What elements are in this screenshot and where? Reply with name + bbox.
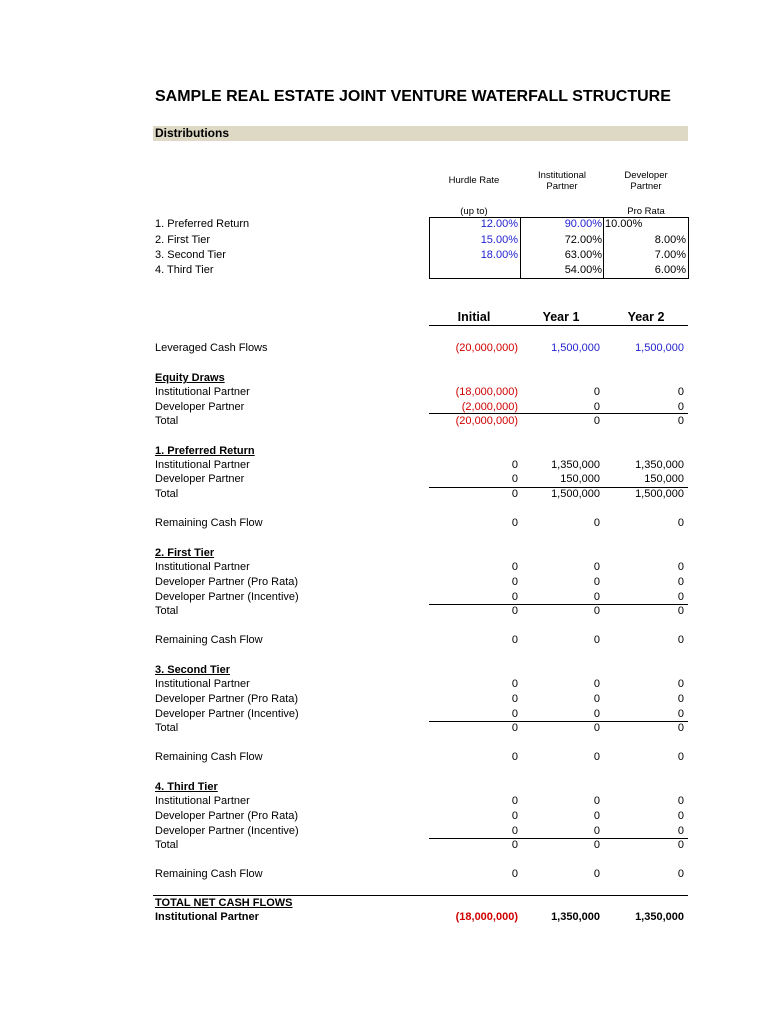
preferred-return-title: 1. Preferred Return (155, 445, 255, 457)
year1-value: 1,500,000 (551, 342, 600, 354)
year2-value: 0 (677, 591, 684, 603)
page-title: SAMPLE REAL ESTATE JOINT VENTURE WATERFALL STRUCTURE (155, 88, 671, 105)
hurdle-row-label: 1. Preferred Return (155, 218, 250, 230)
initial-value: 0 (511, 634, 518, 646)
hurdle-divider-1 (520, 217, 521, 279)
remaining-cash-flow-label: Remaining Cash Flow (155, 634, 263, 646)
equity-total-line (429, 413, 688, 414)
year2-value: 0 (677, 415, 684, 427)
row-label: Developer Partner (Pro Rata) (155, 810, 299, 822)
year2-value: 0 (677, 825, 684, 837)
year2-value: 0 (677, 795, 684, 807)
net-cash-flows-title: TOTAL NET CASH FLOWS (155, 897, 293, 909)
initial-value: 0 (511, 722, 518, 734)
initial-value: 0 (511, 473, 518, 485)
year2-value: 0 (677, 722, 684, 734)
year2-value: 1,350,000 (635, 459, 684, 471)
year2-value: 0 (677, 605, 684, 617)
year1-value: 1,350,000 (551, 459, 600, 471)
hurdle-row-label: 3. Second Tier (155, 249, 226, 261)
initial-value: 0 (511, 868, 518, 880)
net-inst-partner-label: Institutional Partner (155, 911, 259, 923)
year1-value: 0 (593, 591, 600, 603)
year1-value: 0 (593, 415, 600, 427)
initial-value: 0 (511, 693, 518, 705)
row-label: Developer Partner (Pro Rata) (155, 693, 299, 705)
year1-value: 0 (593, 810, 600, 822)
hurdle-row-label: 2. First Tier (155, 234, 211, 246)
year2-value: 0 (677, 576, 684, 588)
tier-title: 4. Third Tier (155, 781, 218, 793)
year1-value: 0 (593, 693, 600, 705)
year2-value: 1,350,000 (635, 911, 684, 923)
year1-value: 0 (593, 561, 600, 573)
year2-value: 0 (677, 868, 684, 880)
year1-value: 0 (593, 708, 600, 720)
column-year2-header: Year 2 (627, 310, 665, 324)
hurdle-inst-share: 63.00% (564, 249, 602, 261)
year1-value: 0 (593, 634, 600, 646)
pro-rata-label: Pro Rata (627, 206, 665, 217)
year1-value: 0 (593, 517, 600, 529)
leveraged-cash-flows-label: Leveraged Cash Flows (155, 342, 268, 354)
year2-value: 0 (677, 401, 684, 413)
initial-value: 0 (511, 839, 518, 851)
row-label: Total (155, 839, 179, 851)
equity-draws-title: Equity Draws (155, 372, 225, 384)
distributions-label: Distributions (155, 126, 229, 140)
initial-value: 0 (511, 488, 518, 500)
institutional-partner-header: Institutional Partner (537, 170, 587, 192)
initial-value: (18,000,000) (455, 911, 518, 923)
remaining-cash-flow-label: Remaining Cash Flow (155, 751, 263, 763)
year2-value: 0 (677, 678, 684, 690)
year1-value: 150,000 (560, 473, 600, 485)
year1-value: 0 (593, 386, 600, 398)
initial-value: 0 (511, 810, 518, 822)
year1-value: 0 (593, 401, 600, 413)
developer-partner-header: Developer Partner (624, 170, 668, 192)
row-label: Total (155, 415, 179, 427)
year1-value: 0 (593, 751, 600, 763)
column-header-underline (429, 325, 688, 326)
initial-value: 0 (511, 708, 518, 720)
initial-value: 0 (511, 459, 518, 471)
year2-value: 0 (677, 751, 684, 763)
year2-value: 150,000 (644, 473, 684, 485)
row-label: Total (155, 488, 179, 500)
hurdle-dev-share: 6.00% (654, 264, 686, 276)
year1-value: 1,350,000 (551, 911, 600, 923)
year1-value: 0 (593, 605, 600, 617)
initial-value: 0 (511, 576, 518, 588)
row-label: Total (155, 722, 179, 734)
year2-value: 0 (677, 839, 684, 851)
row-label: Developer Partner (Incentive) (155, 708, 299, 720)
initial-value: 0 (511, 561, 518, 573)
tier-total-line (429, 838, 688, 839)
initial-value: 0 (511, 825, 518, 837)
hurdle-rate-header: Hurdle Rate (448, 175, 500, 186)
hurdle-dev-share: 7.00% (654, 249, 686, 261)
year1-value: 0 (593, 795, 600, 807)
year1-value: 0 (593, 722, 600, 734)
remaining-cash-flow-label: Remaining Cash Flow (155, 868, 263, 880)
hurdle-dev-share: 10.00% (605, 218, 643, 230)
initial-value: 0 (511, 678, 518, 690)
initial-value: (18,000,000) (455, 386, 518, 398)
row-label: Institutional Partner (155, 678, 250, 690)
year2-value: 1,500,000 (635, 342, 684, 354)
year2-value: 0 (677, 810, 684, 822)
year2-value: 1,500,000 (635, 488, 684, 500)
initial-value: 0 (511, 751, 518, 763)
hurdle-divider-2 (603, 217, 604, 279)
row-label: Developer Partner (Incentive) (155, 591, 299, 603)
tier-total-line (429, 721, 688, 722)
row-label: Institutional Partner (155, 459, 250, 471)
initial-value: (20,000,000) (455, 415, 518, 427)
distributions-band (153, 126, 688, 141)
tier-title: 3. Second Tier (155, 664, 230, 676)
row-label: Total (155, 605, 179, 617)
hurdle-inst-share: 72.00% (564, 234, 602, 246)
column-initial-header: Initial (457, 310, 491, 324)
column-year1-header: Year 1 (542, 310, 580, 324)
initial-value: (20,000,000) (455, 342, 518, 354)
row-label: Developer Partner (Pro Rata) (155, 576, 299, 588)
initial-value: (2,000,000) (461, 401, 518, 413)
row-label: Developer Partner (155, 473, 245, 485)
tier-title: 2. First Tier (155, 547, 215, 559)
hurdle-row-label: 4. Third Tier (155, 264, 214, 276)
tier-total-line (429, 604, 688, 605)
preferred-total-line (429, 487, 688, 488)
up-to-label: (up to) (460, 206, 488, 217)
year1-value: 0 (593, 825, 600, 837)
initial-value: 0 (511, 795, 518, 807)
initial-value: 0 (511, 605, 518, 617)
year2-value: 0 (677, 561, 684, 573)
row-label: Institutional Partner (155, 795, 250, 807)
year2-value: 0 (677, 517, 684, 529)
row-label: Institutional Partner (155, 561, 250, 573)
hurdle-inst-share: 54.00% (564, 264, 602, 276)
hurdle-rate-value: 15.00% (480, 234, 518, 246)
year2-value: 0 (677, 693, 684, 705)
initial-value: 0 (511, 517, 518, 529)
year1-value: 0 (593, 868, 600, 880)
year1-value: 0 (593, 839, 600, 851)
year2-value: 0 (677, 708, 684, 720)
year2-value: 0 (677, 634, 684, 646)
row-label: Developer Partner (Incentive) (155, 825, 299, 837)
hurdle-inst-share: 90.00% (564, 218, 602, 230)
year2-value: 0 (677, 386, 684, 398)
row-label: Institutional Partner (155, 386, 250, 398)
hurdle-rate-value: 18.00% (480, 249, 518, 261)
year1-value: 0 (593, 678, 600, 690)
year1-value: 1,500,000 (551, 488, 600, 500)
initial-value: 0 (511, 591, 518, 603)
hurdle-dev-share: 8.00% (654, 234, 686, 246)
remaining-cash-flow-label: Remaining Cash Flow (155, 517, 263, 529)
row-label: Developer Partner (155, 401, 245, 413)
hurdle-rate-value: 12.00% (480, 218, 518, 230)
year1-value: 0 (593, 576, 600, 588)
